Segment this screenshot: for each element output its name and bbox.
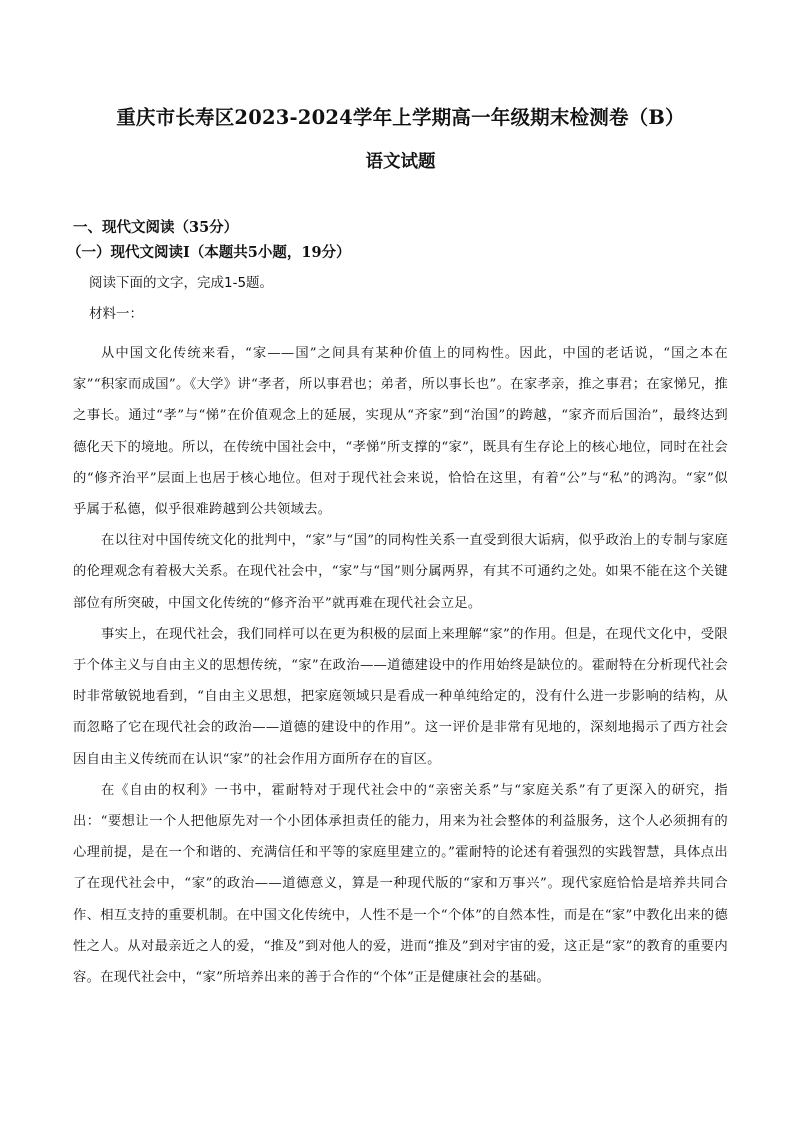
reading-instruction: 阅读下面的文字，完成1-5题。: [89, 275, 274, 291]
subsection-heading: （一）现代文阅读Ⅰ（本题共5小题，19分）: [67, 244, 351, 261]
section-heading: 一、现代文阅读（35分）: [73, 219, 239, 236]
passage-paragraph: 从中国文化传统来看，“家——国”之间具有某种价值上的同构性。因此，中国的老话说，“国之本在家”“积家而成国”。《大学》讲“孝者，所以事君也；弟者，所以事长也”。在家孝亲，推之事君；在家悌兄，推之事长。通过“孝”与“悌”在价值观念上的延展，实现从“齐家”到“治国”的跨越，“家齐而后国治”，最终达到德化天下的境地。所以，在传统中国社会中，“孝悌”所支撑的“家”，既具有生存论上的核心地位，同时在社会的“修齐治平”层面上也居于核心地位。但对于现代社会来说，恰恰在这里，有着“公”与“私”的鸿沟。“家”似乎属于私德，似乎很难跨越到公共领域去。: [73, 346, 728, 518]
exam-subtitle: 语文试题: [365, 152, 436, 172]
passage-paragraph: 事实上，在现代社会，我们同样可以在更为积极的层面上来理解“家”的作用。但是，在现代文化中，受限于个体主义与自由主义的思想传统，“家”在政治——道德建设中的作用始终是缺位的。霍耐特在分析现代社会时非常敏锐地看到，“自由主义思想，把家庭领域只是看成一种单纯给定的，没有什么进一步影响的结构，从而忽略了它在现代社会的政治——道德的建设中的作用”。这一评价是非常有见地的，深刻地揭示了西方社会因自由主义传统而在认识“家”的社会作用方面所存在的盲区。: [73, 626, 728, 767]
material-label: 材料一：: [89, 306, 143, 322]
passage-paragraph: 在以往对中国传统文化的批判中，“家”与“国”的同构性关系一直受到很大诟病，似乎政治上的专制与家庭的伦理观念有着极大关系。在现代社会中，“家”与“国”则分属两界，有其不可通约之处。如果不能在这个关键部位有所突破，中国文化传统的“修齐治平”就再难在现代社会立足。: [73, 533, 728, 611]
passage-paragraph: 在《自由的权利》一书中，霍耐特对于现代社会中的“亲密关系”与“家庭关系”有了更深入的研究，指出：“要想让一个人把他原先对一个小团体承担责任的能力，用来为社会整体的利益服务，这个人必须拥有的心理前提，是在一个和谐的、充满信任和平等的家庭里建立的。”霍耐特的论述有着强烈的实践智慧，具体点出了在现代社会中，“家”的政治——道德意义，算是一种现代版的“家和万事兴”。现代家庭恰恰是培养共同合作、相互支持的重要机制。在中国文化传统中，人性不是一个“个体”的自然本性，而是在“家”中教化出来的德性之人。从对最亲近之人的爱，“推及”到对他人的爱，进而“推及”到对宇宙的爱，这正是“家”的教育的重要内容。在现代社会中，“家”所培养出来的善于合作的“个体”正是健康社会的基础。: [73, 782, 728, 986]
exam-title: 重庆市长寿区2023-2024学年上学期高一年级期末检测卷（B）: [116, 106, 685, 129]
